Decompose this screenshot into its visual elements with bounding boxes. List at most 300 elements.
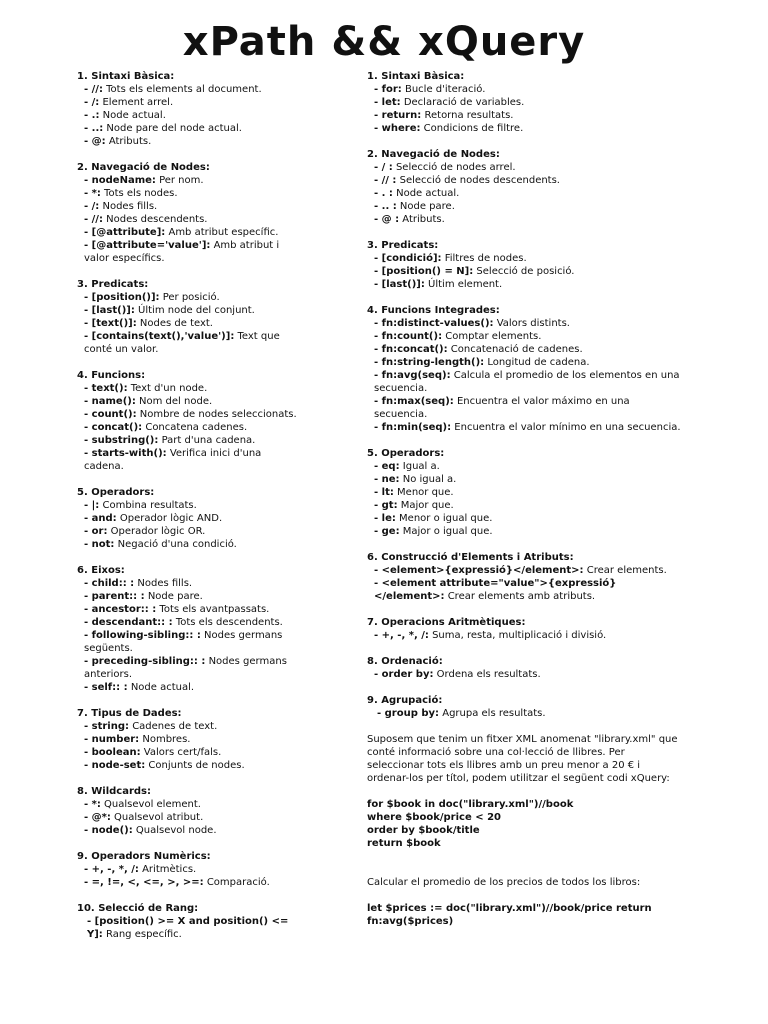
section — [77, 278, 299, 356]
section — [77, 564, 299, 694]
item-term: [@attribute]: — [91, 227, 166, 238]
section-title: 3. Predicats: — [77, 279, 149, 290]
bullet-dash: - — [84, 539, 92, 550]
item-description: Longitud de cadena. — [484, 357, 590, 368]
list-item — [367, 460, 682, 473]
list-item — [367, 499, 682, 512]
item-description: Valors cert/fals. — [140, 747, 222, 758]
list-item — [367, 564, 682, 577]
item-term: @ : — [381, 214, 400, 225]
item-term: //: — [91, 214, 103, 225]
item-description: Node pare. — [144, 591, 203, 602]
item-term: order by: — [381, 669, 434, 680]
item-term: ancestor:: : — [91, 604, 157, 615]
list-item — [77, 96, 299, 109]
item-term: [@attribute='value']: — [91, 240, 211, 251]
item-term: /: — [91, 97, 100, 108]
list-item — [77, 525, 299, 538]
section-title: 2. Navegació de Nodes: — [367, 149, 500, 160]
bullet-dash: - — [84, 591, 92, 602]
item-description: Node actual. — [99, 110, 166, 121]
bullet-dash: - — [84, 825, 92, 836]
xquery-sections — [367, 70, 682, 720]
list-item — [77, 499, 299, 512]
item-term: descendant:: : — [91, 617, 173, 628]
list-item — [77, 122, 299, 135]
item-term: =, !=, <, <=, >, >=: — [91, 877, 204, 888]
bullet-dash: - — [374, 669, 382, 680]
item-term: eq: — [381, 461, 400, 472]
item-description: Bucle d'iteració. — [401, 84, 486, 95]
section — [77, 902, 299, 941]
item-description: Crear elements amb atributs. — [444, 591, 596, 602]
item-description: Encuentra el valor máximo en una secuencia. — [374, 396, 630, 420]
item-description: Nodes germans anteriors. — [84, 656, 287, 680]
item-description: Selecció de posició. — [473, 266, 575, 277]
section — [367, 70, 682, 135]
section — [367, 616, 682, 642]
item-description: Element arrel. — [99, 97, 174, 108]
section-title: 6. Construcció d'Elements i Atributs: — [367, 552, 574, 563]
bullet-dash: - — [374, 357, 382, 368]
list-item — [367, 122, 682, 135]
item-term: [position() = N]: — [381, 266, 474, 277]
code-line: return $book — [367, 838, 441, 849]
item-description: Comparació. — [203, 877, 270, 888]
section — [367, 304, 682, 434]
item-term: fn:max(seq): — [381, 396, 454, 407]
item-description: Tots els descendents. — [172, 617, 283, 628]
list-item — [367, 629, 682, 642]
item-description: Nombres. — [139, 734, 191, 745]
list-item — [367, 343, 682, 356]
item-description: Node pare del node actual. — [103, 123, 242, 134]
item-description: Menor o igual que. — [395, 513, 493, 524]
item-term: [condició]: — [381, 253, 442, 264]
item-description: Verifica inici d'una cadena. — [84, 448, 262, 472]
section — [367, 694, 682, 720]
item-term: following-sibling:: : — [91, 630, 201, 641]
item-term: not: — [91, 539, 115, 550]
list-item — [367, 707, 682, 720]
section-title: 1. Sintaxi Bàsica: — [77, 71, 175, 82]
item-description: Concatena cadenes. — [142, 422, 248, 433]
section — [77, 70, 299, 148]
bullet-dash: - — [84, 110, 92, 121]
list-item — [367, 330, 682, 343]
bullet-dash: - — [84, 435, 92, 446]
bullet-dash: - — [84, 396, 92, 407]
item-term: fn:min(seq): — [381, 422, 452, 433]
section — [77, 161, 299, 265]
section-title: 3. Predicats: — [367, 240, 439, 251]
item-description: Concatenació de cadenes. — [447, 344, 583, 355]
item-description: Nom del node. — [135, 396, 213, 407]
item-term: +, -, *, /: — [91, 864, 139, 875]
list-item — [77, 603, 299, 616]
item-term: fn:distinct-values(): — [381, 318, 494, 329]
item-term: name(): — [91, 396, 136, 407]
item-term: [last()]: — [91, 305, 135, 316]
list-item — [77, 434, 299, 447]
item-description: Atributs. — [105, 136, 152, 147]
section — [77, 707, 299, 772]
item-term: [position()]: — [91, 292, 160, 303]
item-term: preceding-sibling:: : — [91, 656, 206, 667]
bullet-dash: - — [84, 656, 92, 667]
bullet-dash: - — [84, 409, 92, 420]
item-description: Calcula el promedio de los elementos en una secuencia. — [374, 370, 680, 394]
item-description: Amb atribut específic. — [165, 227, 279, 238]
item-description: Selecció de nodes arrel. — [392, 162, 516, 173]
item-term: ne: — [381, 474, 400, 485]
item-description: Declaració de variables. — [400, 97, 525, 108]
bullet-dash: - — [84, 227, 92, 238]
bullet-dash: - — [374, 110, 382, 121]
list-item — [77, 681, 299, 694]
code-line: for $book in doc("library.xml")//book — [367, 799, 574, 810]
list-item — [77, 421, 299, 434]
list-item — [367, 668, 682, 681]
bullet-dash: - — [84, 305, 92, 316]
list-item — [367, 187, 682, 200]
item-term: [text()]: — [91, 318, 137, 329]
bullet-dash: - — [84, 500, 92, 511]
item-description: Text que conté un valor. — [84, 331, 280, 355]
item-term: //: — [91, 84, 103, 95]
list-item — [367, 200, 682, 213]
bullet-dash: - — [84, 422, 92, 433]
item-term: fn:string-length(): — [381, 357, 485, 368]
average-description: Calcular el promedio de los precios de todos los libros: — [367, 877, 641, 888]
item-description: Crear elements. — [583, 565, 667, 576]
bullet-dash: - — [374, 513, 382, 524]
list-item — [77, 629, 299, 655]
item-description: Conjunts de nodes. — [145, 760, 245, 771]
bullet-dash: - — [374, 526, 382, 537]
list-item — [77, 811, 299, 824]
list-item — [367, 369, 682, 395]
item-term: concat(): — [91, 422, 143, 433]
item-term: or: — [91, 526, 108, 537]
bullet-dash: - — [374, 578, 382, 589]
item-description: Node actual. — [127, 682, 195, 693]
bullet-dash: - — [84, 136, 92, 147]
item-description: Igual a. — [399, 461, 440, 472]
bullet-dash: - — [374, 214, 382, 225]
list-item — [367, 174, 682, 187]
bullet-dash: - — [84, 812, 92, 823]
list-item — [367, 486, 682, 499]
bullet-dash: - — [84, 331, 92, 342]
bullet-dash: - — [374, 318, 382, 329]
list-item — [367, 317, 682, 330]
item-term: *: — [91, 188, 101, 199]
bullet-dash: - — [374, 565, 382, 576]
page-title: xPath && xQuery — [182, 19, 586, 65]
bullet-dash: - — [84, 877, 92, 888]
item-description: Qualsevol node. — [132, 825, 217, 836]
item-term: *: — [91, 799, 101, 810]
average-code-block — [367, 902, 682, 928]
bullet-dash: - — [374, 175, 382, 186]
item-description: Node actual. — [392, 188, 460, 199]
list-item — [77, 200, 299, 213]
list-item — [367, 278, 682, 291]
item-term: [contains(text(),'value')]: — [91, 331, 235, 342]
bullet-dash: - — [374, 474, 382, 485]
section — [77, 486, 299, 551]
item-description: Major o igual que. — [399, 526, 493, 537]
list-item — [367, 577, 682, 603]
item-description: Combina resultats. — [99, 500, 197, 511]
item-term: nodeName: — [91, 175, 156, 186]
section-title: 5. Operadors: — [77, 487, 155, 498]
item-description: Per nom. — [155, 175, 204, 186]
bullet-dash: - — [84, 604, 92, 615]
list-item — [367, 421, 682, 434]
bullet-dash: - — [84, 513, 92, 524]
item-description: Retorna resultats. — [421, 110, 514, 121]
item-description: Comptar elements. — [442, 331, 542, 342]
item-description: Valors distints. — [493, 318, 570, 329]
item-term: @: — [91, 136, 106, 147]
list-item — [77, 330, 299, 356]
item-term: lt: — [381, 487, 394, 498]
item-description: Nodes fills. — [134, 578, 193, 589]
item-term: / : — [381, 162, 393, 173]
section-title: 8. Wildcards: — [77, 786, 151, 797]
item-description: Nodes germans següents. — [84, 630, 283, 654]
bullet-dash: - — [84, 747, 92, 758]
item-description: Menor que. — [393, 487, 454, 498]
item-term: group by: — [384, 708, 440, 719]
code-line: order by $book/title — [367, 825, 480, 836]
item-description: Atributs. — [399, 214, 445, 225]
section-title: 2. Navegació de Nodes: — [77, 162, 210, 173]
bullet-dash: - — [84, 721, 92, 732]
list-item — [77, 824, 299, 837]
item-description: Suma, resta, multiplicació i divisió. — [428, 630, 607, 641]
bullet-dash: - — [84, 448, 92, 459]
bullet-dash: - — [84, 630, 92, 641]
bullet-dash: - — [84, 123, 92, 134]
list-item — [367, 83, 682, 96]
item-term: node-set: — [91, 760, 146, 771]
item-term: gt: — [381, 500, 398, 511]
bullet-dash: - — [84, 97, 92, 108]
bullet-dash: - — [84, 214, 92, 225]
item-term: .. : — [381, 201, 397, 212]
list-item — [367, 512, 682, 525]
list-item — [77, 317, 299, 330]
list-item — [77, 447, 299, 473]
section-title: 1. Sintaxi Bàsica: — [367, 71, 465, 82]
list-item — [367, 473, 682, 486]
bullet-dash: - — [374, 279, 382, 290]
section — [367, 551, 682, 603]
list-item — [77, 590, 299, 603]
item-term: boolean: — [91, 747, 141, 758]
bullet-dash: - — [374, 253, 382, 264]
list-item — [77, 655, 299, 681]
list-item — [77, 213, 299, 226]
section-title: 7. Tipus de Dades: — [77, 708, 182, 719]
list-item — [77, 304, 299, 317]
list-item — [77, 538, 299, 551]
item-description: Node pare. — [396, 201, 455, 212]
bullet-dash: - — [84, 188, 92, 199]
item-description: Nodes de text. — [136, 318, 213, 329]
list-item — [367, 252, 682, 265]
bullet-dash: - — [84, 760, 92, 771]
list-item — [77, 915, 299, 941]
item-term: starts-with(): — [91, 448, 167, 459]
list-item — [77, 616, 299, 629]
section-title: 4. Funcions: — [77, 370, 146, 381]
item-term: /: — [91, 201, 100, 212]
item-term: return: — [381, 110, 422, 121]
item-description: Agrupa els resultats. — [439, 708, 546, 719]
item-description: Part d'una cadena. — [158, 435, 256, 446]
list-item — [367, 395, 682, 421]
bullet-dash: - — [84, 84, 92, 95]
list-item — [77, 382, 299, 395]
item-description: Encuentra el valor mínimo en una secuencia. — [451, 422, 681, 433]
section-title: 8. Ordenació: — [367, 656, 443, 667]
bullet-dash: - — [374, 396, 382, 407]
item-term: // : — [381, 175, 397, 186]
item-term: let: — [381, 97, 401, 108]
item-term: text(): — [91, 383, 128, 394]
item-description: Text d'un node. — [127, 383, 208, 394]
list-item — [367, 525, 682, 538]
list-item — [367, 96, 682, 109]
item-term: . : — [381, 188, 393, 199]
list-item — [77, 395, 299, 408]
section — [77, 785, 299, 837]
item-term: fn:count(): — [381, 331, 443, 342]
item-term: <element>{expressió}</element>: — [381, 565, 584, 576]
xpath-column — [77, 70, 299, 954]
bullet-dash: - — [84, 318, 92, 329]
list-item — [77, 174, 299, 187]
item-term: for: — [381, 84, 402, 95]
item-description: Rang específic. — [102, 929, 182, 940]
item-description: Negació d'una condició. — [114, 539, 237, 550]
item-description: Major que. — [397, 500, 454, 511]
bullet-dash: - — [374, 162, 382, 173]
item-term: node(): — [91, 825, 133, 836]
bullet-dash: - — [84, 292, 92, 303]
item-description: Nodes descendents. — [102, 214, 208, 225]
list-item — [77, 239, 299, 265]
list-item — [367, 161, 682, 174]
section-title: 9. Agrupació: — [367, 695, 443, 706]
list-item — [77, 759, 299, 772]
bullet-dash: - — [374, 487, 382, 498]
item-term: .: — [91, 110, 100, 121]
section — [367, 148, 682, 226]
bullet-dash: - — [374, 331, 382, 342]
section-title: 9. Operadors Numèrics: — [77, 851, 211, 862]
bullet-dash: - — [84, 864, 92, 875]
list-item — [77, 83, 299, 96]
section-title: 5. Operadors: — [367, 448, 445, 459]
list-item — [77, 109, 299, 122]
list-item — [367, 265, 682, 278]
item-description: Qualsevol element. — [100, 799, 201, 810]
bullet-dash: - — [374, 266, 382, 277]
item-term: <element attribute="value">{expressió}</element>: — [374, 578, 617, 602]
item-description: Últim node del conjunt. — [134, 305, 255, 316]
list-item — [77, 798, 299, 811]
list-item — [77, 135, 299, 148]
item-term: @*: — [91, 812, 111, 823]
bullet-dash: - — [84, 799, 92, 810]
list-item — [77, 226, 299, 239]
bullet-dash: - — [374, 188, 382, 199]
item-description: Qualsevol atribut. — [110, 812, 204, 823]
item-description: No igual a. — [399, 474, 457, 485]
list-item — [77, 876, 299, 889]
section — [367, 447, 682, 538]
section — [77, 369, 299, 473]
section — [367, 239, 682, 291]
list-item — [77, 291, 299, 304]
item-term: fn:concat(): — [381, 344, 448, 355]
item-term: ..: — [91, 123, 104, 134]
list-item — [367, 213, 682, 226]
list-item — [367, 109, 682, 122]
item-term: child:: : — [91, 578, 135, 589]
item-term: string: — [91, 721, 130, 732]
item-description: Selecció de nodes descendents. — [396, 175, 560, 186]
list-item — [77, 863, 299, 876]
example-description: Suposem que tenim un fitxer XML anomenat "library.xml" que conté informació sobre una col·lecció de llibres. Per seleccionar tots els llibres amb un preu menor a 20 € i ordenar-los per títol, podem utilitzar el següent codi xQuery: — [367, 734, 678, 784]
item-description: Operador lògic OR. — [107, 526, 206, 537]
item-term: and: — [91, 513, 117, 524]
section-title: 4. Funcions Integrades: — [367, 305, 500, 316]
item-description: Filtres de nodes. — [441, 253, 527, 264]
list-item — [367, 356, 682, 369]
item-description: Nodes fills. — [99, 201, 158, 212]
bullet-dash: - — [374, 97, 382, 108]
item-description: Tots els avantpassats. — [156, 604, 270, 615]
item-term: +, -, *, /: — [381, 630, 429, 641]
bullet-dash: - — [374, 201, 382, 212]
bullet-dash: - — [377, 708, 385, 719]
bullet-dash: - — [84, 617, 92, 628]
item-description: Nombre de nodes seleccionats. — [136, 409, 297, 420]
item-description: Tots els nodes. — [100, 188, 178, 199]
bullet-dash: - — [84, 201, 92, 212]
item-description: Operador lògic AND. — [116, 513, 223, 524]
item-term: [last()]: — [381, 279, 425, 290]
xquery-column — [367, 70, 682, 954]
section — [367, 655, 682, 681]
item-description: Cadenes de text. — [129, 721, 218, 732]
item-term: [position() >= X and position() <= Y]: — [87, 916, 289, 940]
example-code-block — [367, 798, 682, 850]
section-title: 6. Eixos: — [77, 565, 125, 576]
bullet-dash: - — [84, 734, 92, 745]
bullet-dash: - — [84, 526, 92, 537]
list-item — [77, 577, 299, 590]
item-description: Ordena els resultats. — [433, 669, 541, 680]
item-description: Aritmètics. — [138, 864, 197, 875]
item-term: number: — [91, 734, 140, 745]
